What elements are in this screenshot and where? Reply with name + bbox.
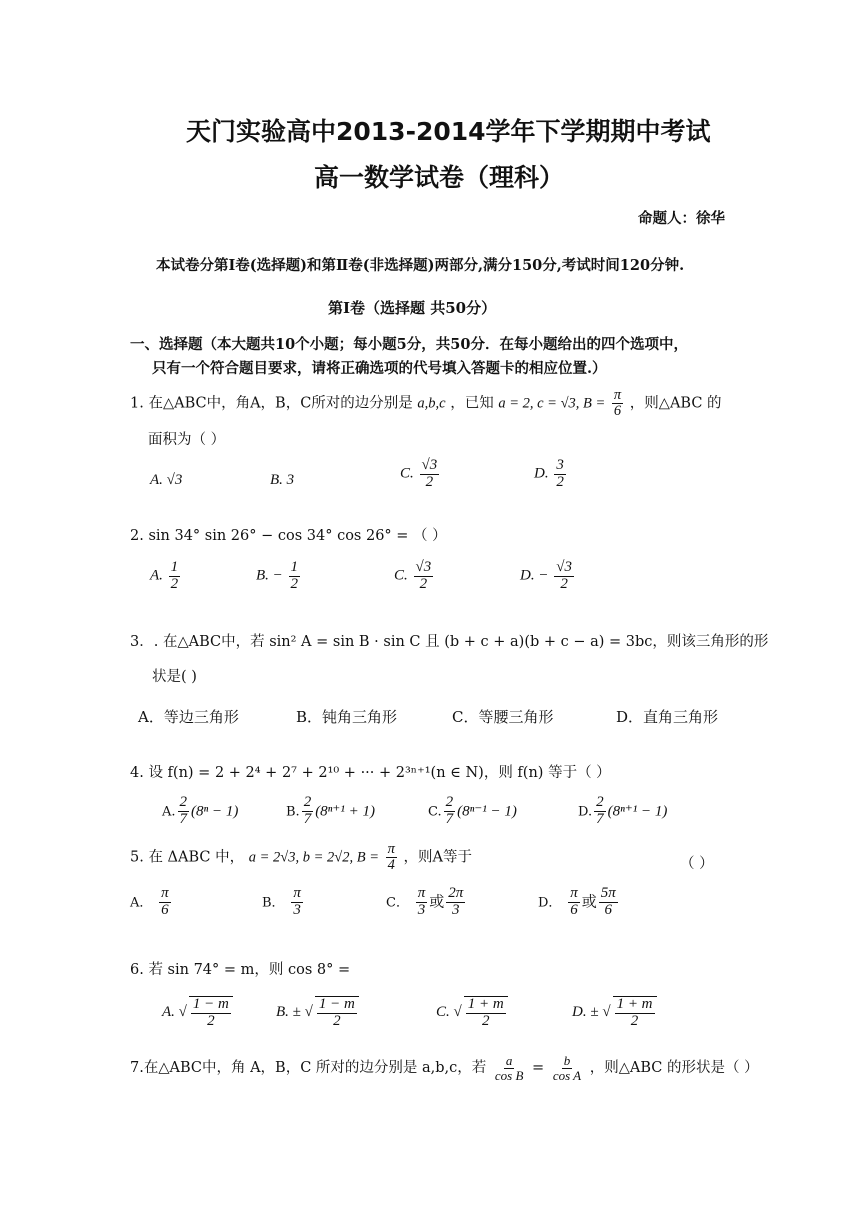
- q1-option-c-frac: [420, 458, 440, 491]
- q7-fraction-2: [551, 1054, 583, 1082]
- q7-fraction-1: [493, 1054, 526, 1082]
- q4-option-d-tail: (8ⁿ⁺¹ − 1): [607, 803, 668, 820]
- q6-option-b-radical-icon: √: [304, 1004, 313, 1021]
- section-instructions-line1: 一、选择题（本大题共10个小题；每小题5分，共50分．在每小题给出的四个选项中，: [130, 336, 688, 353]
- q5-option-c-den1: 3: [417, 901, 426, 918]
- q4-option-a-num: 2: [179, 794, 188, 810]
- q5-option-c-den2: 3: [452, 901, 460, 918]
- q6-option-c: [436, 996, 510, 1030]
- q5-option-d-num1: π: [570, 885, 578, 901]
- q1-option-d-den: 2: [556, 473, 564, 490]
- q5-option-b-num: π: [293, 885, 301, 901]
- q5-option-d-den1: 6: [570, 901, 578, 918]
- question-7-stem: [130, 1054, 759, 1082]
- q5-option-c-frac1: [416, 886, 428, 919]
- question-5-paren: （ ）: [680, 856, 714, 872]
- exam-title-line1: 天门实验高中2013-2014学年下学期期中考试: [186, 117, 711, 146]
- q5-option-a-num: π: [161, 885, 169, 901]
- q4-option-c-den: 7: [445, 810, 454, 827]
- q1-option-d-num: 3: [556, 457, 564, 473]
- q5-fraction-num: π: [387, 841, 395, 857]
- q2-option-d-frac: [554, 560, 574, 593]
- q2-option-c: [394, 560, 435, 593]
- q2-option-b-den: 2: [290, 575, 299, 592]
- q1-prefix: 1. 在△ABC中，角A，B，C所对的边分别是: [130, 395, 413, 412]
- q6-option-c-num: 1 + m: [467, 996, 504, 1012]
- q6-option-c-radical-icon: √: [453, 1004, 462, 1021]
- q2-option-a-label: A.: [150, 567, 163, 584]
- q4-option-d-frac: [594, 795, 606, 828]
- q6-option-c-label: C.: [436, 1004, 450, 1021]
- q4-option-a: [162, 795, 238, 828]
- q1-vars: a,b,c: [417, 395, 446, 412]
- q5-option-a-frac: [159, 886, 171, 919]
- q5-option-d-label: D．: [538, 895, 562, 911]
- q7-fraction-2-den: cos A: [552, 1067, 582, 1083]
- part-title: 第Ⅰ卷（选择题 共50分）: [328, 299, 497, 317]
- q2-option-a-den: 2: [170, 575, 179, 592]
- q6-option-a-den: 2: [207, 1012, 215, 1029]
- q5-fraction-den: 4: [387, 857, 395, 874]
- q4-option-b-label: B.: [286, 804, 300, 820]
- q1-option-a: A. √3: [150, 472, 183, 488]
- q5-option-a-den: 6: [161, 901, 169, 918]
- q3-option-d: D．直角三角形: [616, 708, 719, 726]
- q2-option-b: [256, 560, 302, 593]
- q4-option-b-frac: [302, 795, 314, 828]
- q5-option-a-label: A．: [130, 895, 153, 911]
- q4-option-a-tail: (8ⁿ − 1): [191, 803, 239, 820]
- q5-suffix: ，则A等于: [403, 849, 472, 866]
- q4-option-b-tail: (8ⁿ⁺¹ + 1): [315, 803, 375, 820]
- q4-option-c-frac: [444, 795, 456, 828]
- q5-option-b-frac: [291, 886, 303, 919]
- question-2-stem: 2. sin 34° sin 26° − cos 34° cos 26° = （ ）: [130, 528, 447, 544]
- q4-option-d-den: 7: [596, 810, 604, 827]
- q1-option-c-num: √3: [421, 457, 438, 473]
- q1-option-c-label: C.: [400, 465, 414, 482]
- q1-option-d: [534, 458, 568, 491]
- exam-intro: 本试卷分第Ⅰ卷(选择题)和第Ⅱ卷(非选择题)两部分,满分150分,考试时间120分钟.: [156, 257, 685, 274]
- q5-fraction: [386, 842, 397, 873]
- q6-option-a-num: 1 − m: [192, 996, 229, 1012]
- q6-option-a-label: A.: [162, 1004, 175, 1021]
- q4-option-d: [578, 795, 667, 828]
- q6-option-d: [572, 996, 659, 1030]
- exam-title-line2: 高一数学试卷（理科）: [314, 163, 565, 192]
- q5-option-d-frac2: [599, 886, 618, 919]
- q5-option-b: [262, 886, 305, 919]
- q3-option-b: B．钝角三角形: [296, 708, 398, 726]
- q5-option-d-or: 或: [581, 892, 597, 911]
- q4-option-a-frac: [178, 795, 190, 828]
- q7-equals: =: [532, 1060, 545, 1077]
- q7-fraction-1-num: a: [505, 1053, 513, 1068]
- q1-fraction-den: 6: [613, 403, 622, 420]
- q2-option-d: [520, 560, 576, 593]
- q5-option-b-label: B．: [262, 895, 285, 911]
- q4-option-b-den: 7: [303, 810, 312, 827]
- q6-option-a: [162, 996, 235, 1030]
- q2-option-c-num: √3: [415, 559, 432, 575]
- q2-option-d-num: √3: [556, 559, 572, 575]
- q2-option-a: [150, 560, 182, 593]
- q2-option-d-label: D. −: [520, 567, 549, 584]
- q6-option-d-label: D. ±: [572, 1004, 599, 1021]
- q3-option-c: C．等腰三角形: [452, 708, 554, 726]
- q1-option-b: B. 3: [270, 472, 295, 488]
- q4-option-a-label: A.: [162, 804, 176, 820]
- q6-option-d-frac: [613, 996, 657, 1030]
- q5-option-c-label: C．: [386, 895, 409, 911]
- q2-option-b-label: B. −: [256, 567, 283, 584]
- q4-option-c-label: C.: [428, 804, 442, 820]
- q6-option-c-den: 2: [481, 1012, 490, 1029]
- q5-option-d-den2: 6: [604, 901, 612, 918]
- q7-fraction-2-num: b: [563, 1053, 571, 1068]
- q5-option-b-den: 3: [293, 901, 301, 918]
- q6-option-b: [276, 996, 361, 1030]
- q1-suffix: ，则△ABC 的: [629, 395, 722, 412]
- q7-fraction-1-den: cos B: [494, 1067, 524, 1083]
- q5-option-d-frac1: [568, 886, 580, 919]
- q1-mid: ，已知: [450, 395, 494, 412]
- q4-option-a-den: 7: [179, 810, 188, 827]
- q1-fraction: [612, 388, 623, 419]
- question-6-stem: 6. 若 sin 74° = m，则 cos 8° =: [130, 962, 351, 978]
- q5-option-c-num1: π: [417, 885, 426, 901]
- q6-option-a-radical-icon: √: [178, 1004, 187, 1021]
- q2-option-a-num: 1: [170, 559, 179, 575]
- question-1-stem: [130, 388, 722, 419]
- q2-option-b-frac: [289, 560, 301, 593]
- q4-option-c: [428, 795, 517, 828]
- q5-option-a: [130, 886, 173, 919]
- q6-option-a-frac: [189, 996, 233, 1030]
- q6-option-b-num: 1 − m: [318, 996, 355, 1012]
- q3-option-a: A．等边三角形: [138, 708, 239, 726]
- q4-option-d-num: 2: [596, 794, 604, 810]
- q5-option-c-num2: 2π: [448, 885, 464, 901]
- q6-option-b-label: B. ±: [276, 1004, 301, 1021]
- q5-option-c-or: 或: [429, 892, 445, 911]
- section-instructions-line2: 只有一个符合题目要求，请将正确选项的代号填入答题卡的相应位置.）: [152, 360, 607, 377]
- q4-option-b: [286, 795, 375, 828]
- q6-option-c-frac: [464, 996, 508, 1030]
- q4-option-c-tail: (8ⁿ⁻¹ − 1): [457, 803, 517, 820]
- q5-option-d-num2: 5π: [600, 885, 616, 901]
- question-4-stem: 4. 设 f(n) = 2 + 2⁴ + 2⁷ + 2¹⁰ + ··· + 2³ⁿ⁺¹(n ∈ N)，则 f(n) 等于（ ）: [130, 765, 611, 781]
- q7-suffix: ，则△ABC 的形状是（ ）: [589, 1060, 759, 1077]
- q2-option-a-frac: [169, 560, 181, 593]
- q1-option-c: [400, 458, 441, 491]
- q1-option-d-frac: [554, 458, 566, 491]
- q6-option-b-frac: [315, 996, 359, 1030]
- q4-option-d-label: D.: [578, 804, 593, 820]
- q5-option-d: [538, 886, 620, 919]
- q7-prefix: 7.在△ABC中，角 A，B，C 所对的边分别是 a,b,c，若: [130, 1060, 487, 1077]
- q6-option-d-den: 2: [630, 1012, 639, 1029]
- q1-condition: a = 2, c = √3, B =: [498, 395, 606, 412]
- q1-option-c-den: 2: [425, 473, 434, 490]
- q1-option-d-label: D.: [534, 465, 549, 482]
- q2-option-c-label: C.: [394, 567, 408, 584]
- q2-option-b-num: 1: [290, 559, 299, 575]
- q4-option-c-num: 2: [445, 794, 454, 810]
- author-line: 命题人：徐华: [638, 210, 725, 227]
- question-5-stem: [130, 842, 472, 873]
- q6-option-d-num: 1 + m: [616, 996, 653, 1012]
- q6-option-d-radical-icon: √: [602, 1004, 611, 1021]
- q5-prefix: 5. 在 ΔABC 中，: [130, 849, 245, 866]
- q4-option-b-num: 2: [303, 794, 312, 810]
- q2-option-d-den: 2: [560, 575, 568, 592]
- q1-fraction-num: π: [613, 387, 622, 403]
- q5-option-c: [386, 886, 467, 919]
- question-3-line1: 3．. 在△ABC中，若 sin² A = sin B · sin C 且 (b + c + a)(b + c − a) = 3bc，则该三角形的形: [130, 634, 769, 650]
- q5-option-c-frac2: [446, 886, 465, 919]
- q5-condition: a = 2√3, b = 2√2, B =: [248, 849, 379, 866]
- question-1-line2: 面积为（ ）: [148, 432, 226, 448]
- q2-option-c-frac: [414, 560, 434, 593]
- q2-option-c-den: 2: [419, 575, 428, 592]
- question-3-line2: 状是( ): [152, 669, 197, 685]
- q6-option-b-den: 2: [333, 1012, 341, 1029]
